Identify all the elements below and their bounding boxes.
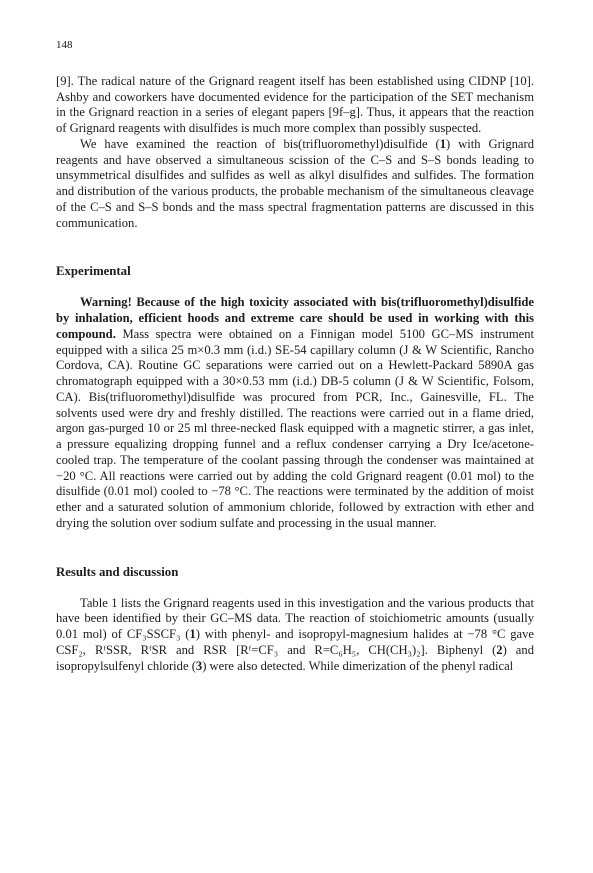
compound-ref-1: 1 <box>439 136 447 151</box>
results-text-b: ) with phenyl- and isopropyl-magnesium halides at −78 °C gave CSF₂, RᶠSSR, RᶠSR and RSR [Rᶠ=CF₃ and R=C₆H₅, CH(CH₃)₂]. Biphenyl ( <box>56 627 534 657</box>
results-text-c: ) and isopropylsulfenyl chloride ( <box>56 642 534 673</box>
warning-text: Warning! Because of the high toxicity associated with bis(trifluoromethyl)disulfide by inhalation, efficient hoods and extreme care should be used in working with this compound. <box>56 295 534 341</box>
results-heading: Results and discussion <box>56 564 179 579</box>
experimental-paragraph <box>56 295 534 531</box>
results-text-a: Table 1 lists the Grignard reagents used in this investigation and the various products that have been identified by their GC–MS data. The reaction of stoichiometric amounts (usually 0.01 mol) of CF₃SSCF₃ ( <box>56 595 534 641</box>
results-paragraph-1 <box>56 596 534 675</box>
page-number: 148 <box>56 39 73 51</box>
intro-paragraph-2-text-b: ) with Grignard reagents and have observed a simultaneous scission of the C–S and S–S bonds leading to unsymmetrical disulfides and sulfides as well as alkyl disulfides and sulfides. The formation and distribution of the various products, the probable mechanism of the simultaneous cleavage of the C–S and S–S bonds and the mass spectral fragmentation patterns are discussed in this communication. <box>56 136 535 230</box>
compound-ref-2: 2 <box>496 642 503 657</box>
experimental-body: Mass spectra were obtained on a Finnigan model 5100 GC–MS instrument equipped with a silica 25 m×0.3 mm (i.d.) SE-54 capillary column (J & W Scientific, Rancho Cordova, CA). Routine GC separations were carried out on a Hewlett-Packard 5890A gas chromatograph equipped with a 30×0.53 mm (i.d.) DB-5 column (J & W Scientific, Folsom, CA). Bis(trifluoromethyl)disulfide was procured from PCR, Inc., Gainesville, FL. The solvents used were dry and freshly distilled. The reactions were carried out in a flame dried, argon gas-purged 10 or 25 ml three-necked flask equipped with a magnetic stirrer, a gas inlet, a pressure equalizing dropping funnel and a reflux condenser carrying a Dry Ice/acetone-cooled trap. The temperature of the coolant passing through the condenser was maintained at −20 °C. All reactions were carried out by adding the cold Grignard reagent (0.01 mol) to the disulfide (0.01 mol) cooled to −78 °C. The reactions were terminated by the addition of moist ether and a saturated solution of ammonium chloride, followed by extraction with ether and drying the solution over sodium sulfate and processing in the usual manner. <box>56 326 534 530</box>
compound-ref-1b: 1 <box>189 627 196 641</box>
experimental-heading: Experimental <box>56 264 131 279</box>
results-text-d: ) were also detected. While dimerization of the phenyl radical <box>202 658 514 673</box>
intro-paragraph-2-text-a: We have examined the reaction of bis(trifluoromethyl)disulfide ( <box>80 136 440 151</box>
intro-paragraph-1: [9]. The radical nature of the Grignard reagent itself has been established using CIDNP [10]. Ashby and coworkers have documented evidence for the participation of the SET mechanism in the Grignard reaction in a series of elegant papers [9f–g]. Thus, it appears that the reaction of Grignard reagents with disulfides is much more complex than possibly suspected. <box>56 73 534 135</box>
compound-ref-3: 3 <box>195 658 203 673</box>
page <box>56 38 534 674</box>
intro-paragraph-2 <box>56 137 534 232</box>
